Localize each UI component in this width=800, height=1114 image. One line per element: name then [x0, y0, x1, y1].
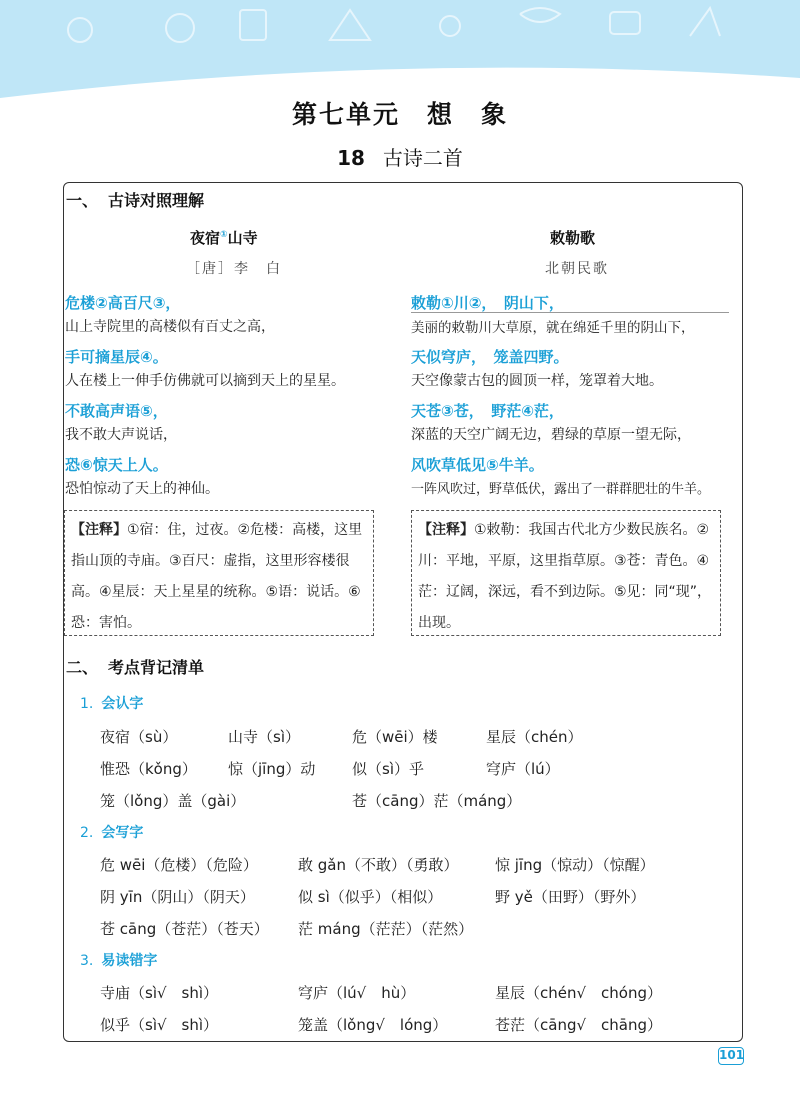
recognize-number: 1. [80, 696, 94, 712]
poem-1-line-3: 不敢高声语⑤， [65, 402, 168, 420]
write-item: 敢 gǎn（不敢）（勇敢） [298, 856, 459, 874]
write-title: 会写字 [101, 825, 144, 841]
lesson-title [0, 142, 800, 171]
poem-1-line-1: 危楼②高百尺③， [65, 294, 181, 312]
recognize-item: 苍（cāng）茫（máng） [352, 792, 522, 810]
poem-2-translation-3: 深蓝的天空广阔无边，碧绿的草原一望无际， [411, 427, 691, 443]
recognize-item: 笼（lǒng）盖（gài） [100, 792, 246, 810]
write-item: 野 yě（田野）（野外） [495, 888, 646, 906]
write-item: 茫 máng（茫茫）（茫然） [298, 920, 474, 938]
write-number: 2. [80, 825, 94, 841]
recognize-item: 穹庐（lú） [486, 760, 560, 778]
poem-1-notes [64, 510, 374, 636]
poem-1-line-4: 恐⑥惊天上人。 [65, 456, 168, 474]
poem-1-translation-3: 我不敢大声说话， [65, 427, 177, 443]
poem-2-line-1-rule [411, 312, 729, 313]
recognize-heading [80, 693, 143, 713]
poem-1-translation-4: 恐怕惊动了天上的神仙。 [65, 481, 219, 497]
recognize-item: 似（sì）乎 [352, 760, 424, 778]
section-2-title: 考点背记清单 [108, 658, 205, 677]
poem-2-notes [411, 510, 721, 636]
misread-item: 苍茫（cāng√ chāng） [495, 1016, 663, 1034]
write-item: 惊 jīng（惊动）（惊醒） [495, 856, 655, 874]
write-item: 阴 yīn（阴山）（阴天） [100, 888, 255, 906]
poem-1-line-2: 手可摘星辰④。 [65, 348, 168, 366]
poem-1-title-b: 山寺 [227, 229, 258, 247]
poem-2-line-2: 天似穹庐， 笼盖四野。 [411, 348, 569, 366]
recognize-item: 惊（jīng）动 [228, 760, 316, 778]
unit-title: 第七单元 想 象 [291, 100, 508, 129]
poem-1-author: ［唐］李 白 [186, 261, 282, 277]
recognize-item: 夜宿（sù） [100, 728, 178, 746]
poem-2-note-tag: 【注释】 [418, 522, 474, 538]
poem-2-translation-2: 天空像蒙古包的圆顶一样，笼罩着大地。 [411, 373, 663, 389]
recognize-item: 惟恐（kǒng） [100, 760, 197, 778]
poem-1-title [190, 227, 258, 248]
recognize-item: 山寺（sì） [228, 728, 300, 746]
section-2-number: 二、 [66, 658, 99, 677]
top-banner [0, 0, 800, 110]
lesson-name: 古诗二首 [382, 146, 463, 170]
poem-2-translation-1: 美丽的敕勒川大草原，就在绵延千里的阴山下， [411, 320, 695, 336]
write-heading [80, 822, 143, 842]
poem-2-line-1: 敕勒①川②， 阴山下， [411, 294, 564, 312]
poem-1-translation-1: 山上寺院里的高楼似有百丈之高， [65, 319, 275, 335]
write-item: 危 wēi（危楼）（危险） [100, 856, 258, 874]
recognize-item: 危（wēi）楼 [352, 728, 438, 746]
section-1-number: 一、 [66, 191, 99, 210]
poem-2-note-text: ①敕勒：我国古代北方少数民族名。②川：平地，平原，这里指草原。③苍：青色。④茫：辽阔，深远，看不到边际。⑤见：同“现”，出现。 [418, 522, 712, 631]
misread-item: 寺庙（sì√ shì） [100, 984, 219, 1002]
poem-2-line-4: 风吹草低见⑤牛羊。 [411, 456, 544, 474]
misread-number: 3. [80, 953, 94, 969]
write-item: 似 sì（似乎）（相似） [298, 888, 443, 906]
poem-1-title-mark: ① [220, 230, 228, 240]
section-1-heading [66, 188, 204, 211]
misread-item: 星辰（chén√ chóng） [495, 984, 663, 1002]
poem-1-title-a: 夜宿 [190, 229, 221, 247]
section-1-title: 古诗对照理解 [108, 191, 205, 210]
poem-2-line-3: 天苍③苍， 野茫④茫， [411, 402, 564, 420]
misread-item: 笼盖（lǒng√ lóng） [298, 1016, 448, 1034]
misread-title: 易读错字 [101, 953, 158, 969]
lesson-number: 18 [337, 146, 365, 170]
recognize-title: 会认字 [101, 696, 144, 712]
poem-1-note-tag: 【注释】 [71, 522, 127, 538]
poem-2-author: 北朝民歌 [545, 261, 609, 277]
recognize-item: 星辰（chén） [486, 728, 583, 746]
poem-1-translation-2: 人在楼上一伸手仿佛就可以摘到天上的星星。 [65, 373, 345, 389]
write-item: 苍 cāng（苍茫）（苍天） [100, 920, 269, 938]
page-number: 101 [718, 1047, 744, 1065]
section-2-heading [66, 655, 204, 678]
poem-2-translation-4: 一阵风吹过，野草低伏，露出了一群群肥壮的牛羊。 [411, 482, 711, 497]
misread-item: 穹庐（lú√ hù） [298, 984, 416, 1002]
misread-item: 似乎（sì√ shì） [100, 1016, 219, 1034]
misread-heading [80, 950, 157, 970]
poem-2-title: 敕勒歌 [550, 229, 596, 247]
poem-1-note-text: ①宿：住，过夜。②危楼：高楼，这里指山顶的寺庙。③百尺：虚指，这里形容楼很高。④星辰：天上星星的统称。⑤语：说话。⑥恐：害怕。 [71, 522, 363, 631]
